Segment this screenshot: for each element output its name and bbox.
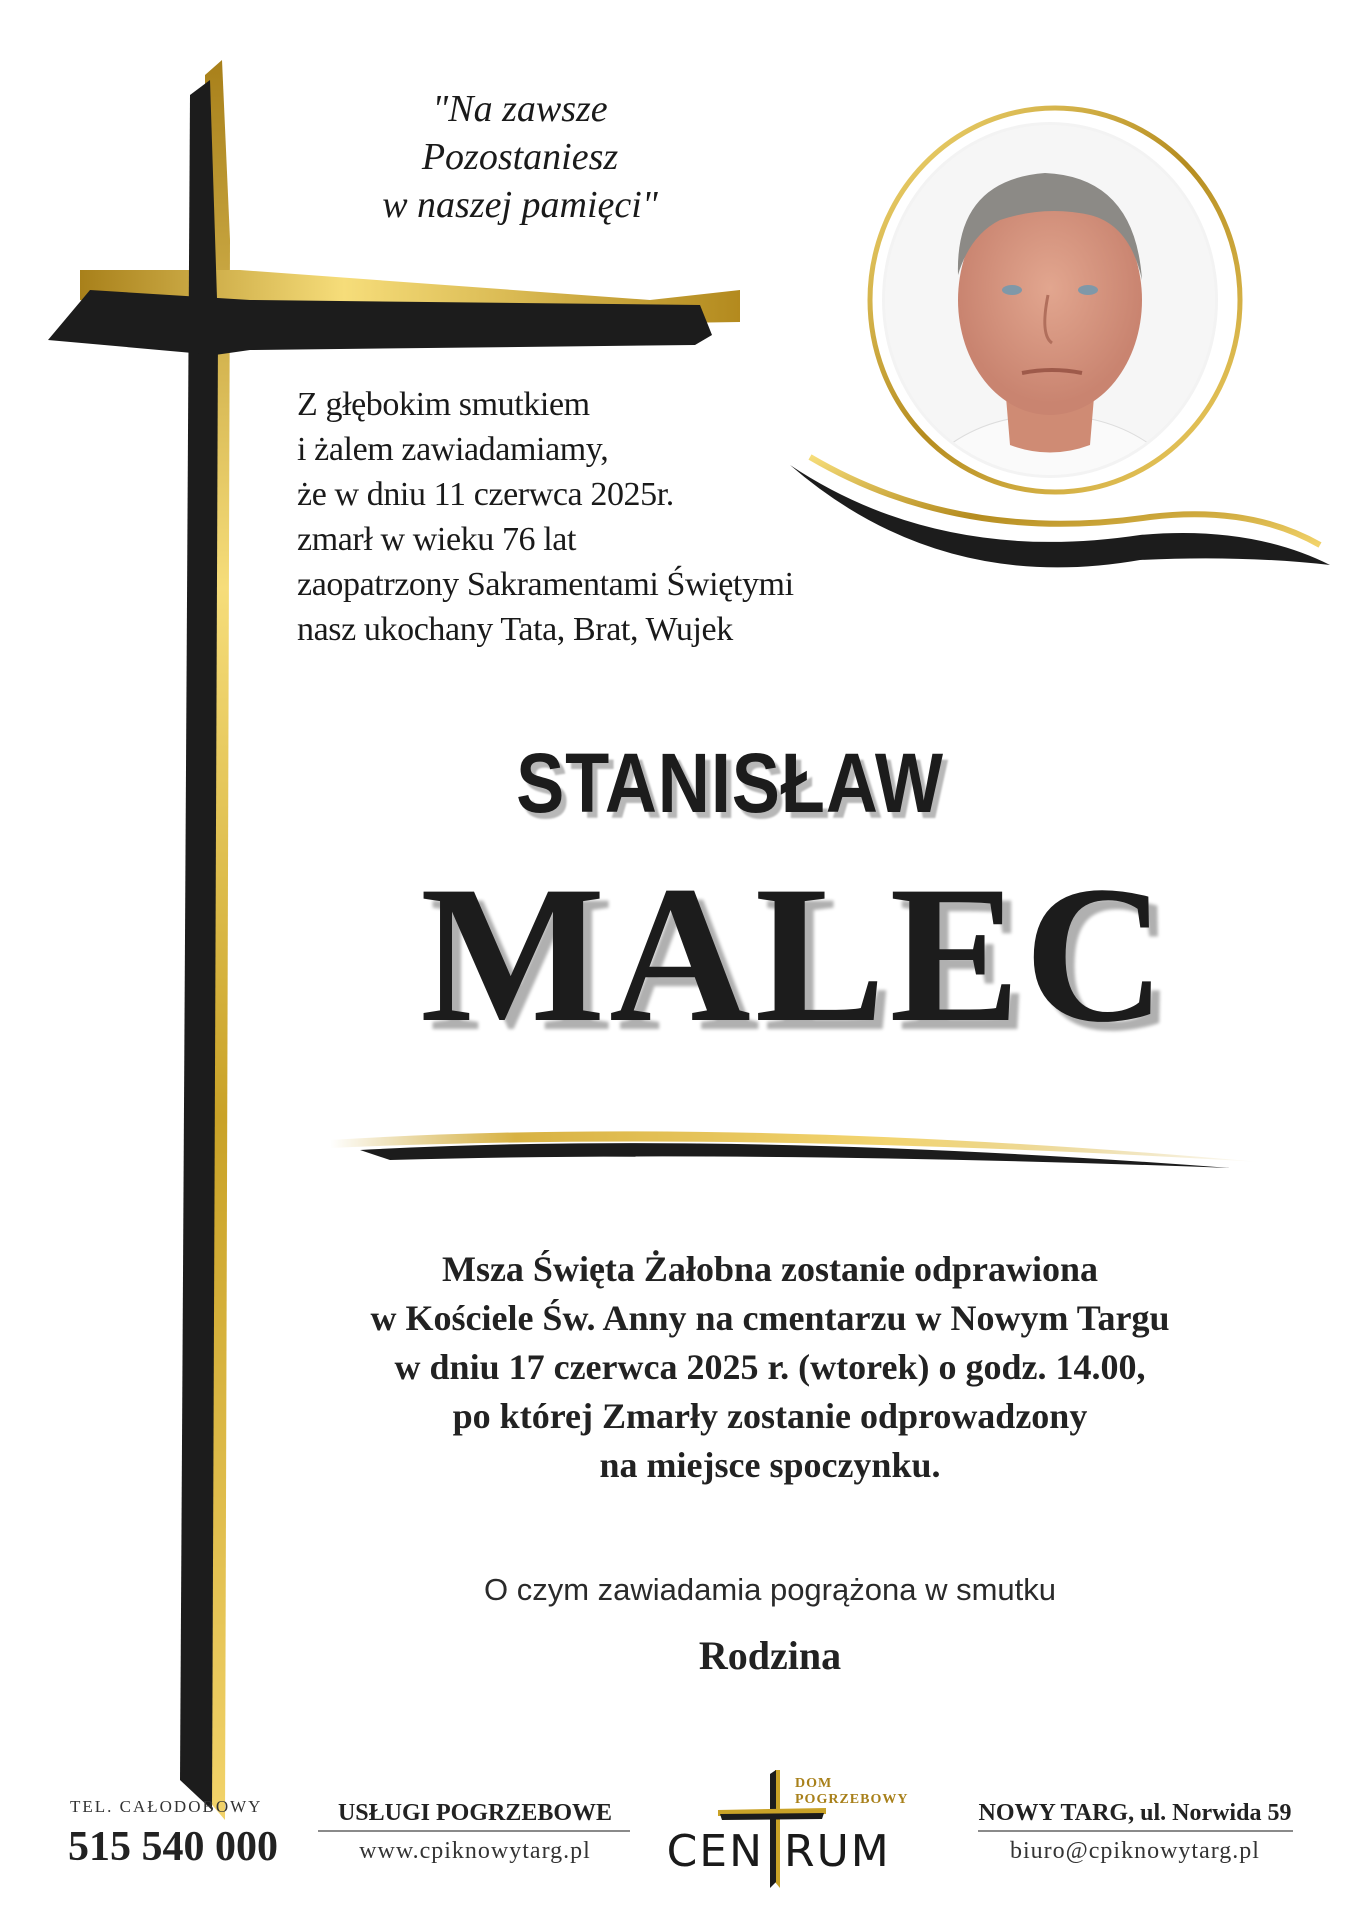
intro-line: zmarł w wieku 76 lat bbox=[297, 521, 577, 558]
decorative-divider bbox=[330, 1120, 1260, 1190]
mass-line: w Kościele Św. Anny na cmentarzu w Nowym Targu bbox=[370, 1298, 1170, 1338]
address: NOWY TARG, ul. Norwida 59 bbox=[978, 1800, 1292, 1826]
mass-line: po której Zmarły zostanie odprowadzony bbox=[452, 1396, 1088, 1436]
logo-text-right: RUM bbox=[784, 1826, 891, 1877]
tel-label: TEL. CAŁODOBOWY bbox=[70, 1797, 263, 1816]
intro-line: nasz ukochany Tata, Brat, Wujek bbox=[297, 611, 733, 648]
logo-text-left: CEN bbox=[666, 1826, 764, 1877]
deceased-last-name: MALEC bbox=[420, 846, 1170, 1063]
intro-line: że w dniu 11 czerwca 2025r. bbox=[297, 476, 674, 513]
memorial-quote bbox=[290, 85, 750, 229]
intro-line: i żalem zawiadamiamy, bbox=[297, 431, 609, 468]
email-link[interactable]: biuro@cpiknowytarg.pl bbox=[1010, 1838, 1260, 1864]
intro-line: Z głębokim smutkiem bbox=[297, 386, 590, 423]
mass-line: w dniu 17 czerwca 2025 r. (wtorek) o godz. 14.00, bbox=[394, 1347, 1146, 1387]
footer-divider bbox=[978, 1830, 1293, 1832]
logo-text-dom: DOM bbox=[795, 1776, 833, 1791]
quote-line: w naszej pamięci" bbox=[382, 184, 658, 226]
family-signature: Rodzina bbox=[698, 1633, 842, 1678]
mass-line: na miejsce spoczynku. bbox=[599, 1445, 941, 1485]
website-link[interactable]: www.cpiknowytarg.pl bbox=[359, 1838, 591, 1864]
phone-number[interactable]: 515 540 000 bbox=[68, 1824, 278, 1870]
quote-line: Pozostaniesz bbox=[421, 136, 619, 178]
funeral-mass-info bbox=[250, 1245, 1290, 1490]
announcement-text bbox=[297, 382, 897, 652]
quote-line: "Na zawsze bbox=[432, 88, 608, 130]
deceased-first-name: STANISŁAW bbox=[516, 736, 944, 830]
mass-line: Msza Święta Żałobna zostanie odprawiona bbox=[441, 1249, 1099, 1289]
closing-line: O czym zawiadamia pogrążona w smutku bbox=[483, 1572, 1056, 1607]
services-title: USŁUGI POGRZEBOWE bbox=[337, 1800, 613, 1826]
logo-text-pogrzebowy: POGRZEBOWY bbox=[795, 1792, 909, 1807]
footer-divider bbox=[318, 1830, 630, 1832]
intro-line: zaopatrzony Sakramentami Świętymi bbox=[297, 566, 794, 603]
